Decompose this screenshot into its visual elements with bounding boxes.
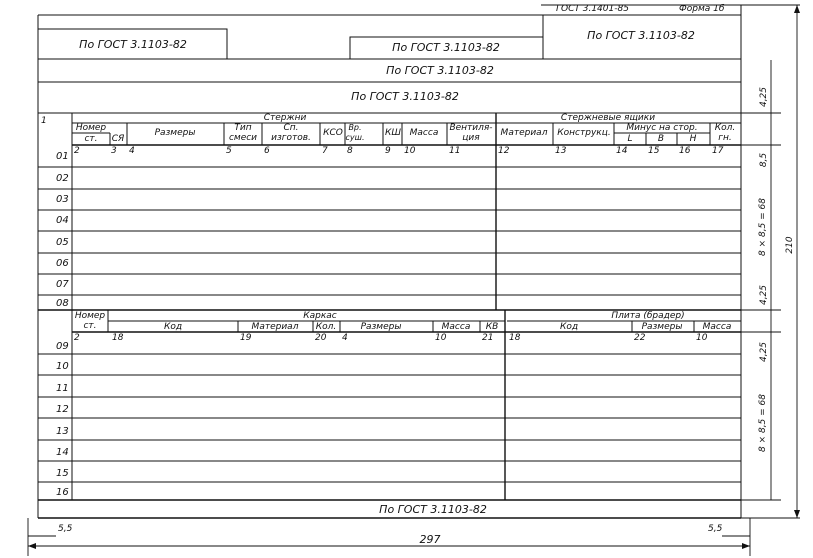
- col-razmery-2: Размеры: [360, 322, 402, 332]
- dim-8x8-5-bottom: 8 × 8,5 = 68: [758, 393, 768, 453]
- colnum: 18: [112, 333, 124, 343]
- dim-4-25-top: 4,25: [759, 86, 769, 108]
- section-frame: Каркас: [303, 311, 337, 321]
- col-kol: Кол.: [714, 123, 736, 133]
- row-number: 13: [56, 426, 69, 437]
- row-number: 15: [56, 468, 69, 479]
- colnum: 10: [435, 333, 447, 343]
- col-kso: КСО: [323, 128, 343, 138]
- row-number: 11: [56, 383, 69, 394]
- form-number: Форма 1б: [679, 4, 725, 14]
- col-st: ст.: [84, 134, 98, 144]
- colnum: 20: [315, 333, 327, 343]
- bottom-dimensions: [28, 518, 750, 556]
- row-number: 08: [56, 298, 69, 309]
- col-sush: суш.: [345, 133, 365, 142]
- colnum: 5: [226, 146, 232, 156]
- colnum: 7: [322, 146, 328, 156]
- colnum: 9: [385, 146, 391, 156]
- row-number: 07: [56, 279, 69, 290]
- col-konstrukc: Конструкц.: [557, 128, 611, 138]
- gost-reference: ГОСТ 3.1401-85: [556, 4, 629, 14]
- stamp-4: По ГОСТ 3.1103-82: [386, 64, 494, 77]
- colnum: 15: [648, 146, 660, 156]
- col-minus-b: B: [657, 134, 665, 144]
- col-massa-2: Масса: [441, 322, 471, 332]
- col-ventilyaciya-2: ция: [462, 133, 480, 143]
- stamp-6: По ГОСТ 3.1103-82: [379, 503, 487, 516]
- stamp-2: По ГОСТ 3.1103-82: [392, 41, 500, 54]
- row-number: 05: [56, 237, 69, 248]
- colnum: 12: [498, 146, 510, 156]
- colnum: 2: [74, 333, 80, 343]
- colnum: 8: [347, 146, 353, 156]
- colnum: 2: [74, 146, 80, 156]
- dim-8x8-5-top: 8 × 8,5 = 68: [758, 197, 768, 257]
- col-minus-h: H: [689, 134, 697, 144]
- col-razmery-plate: Размеры: [641, 322, 683, 332]
- dim-8-5: 8,5: [759, 152, 769, 168]
- col-material-2: Материал: [251, 322, 299, 332]
- col-ventilyaciya-1: Вентиля-: [449, 123, 493, 133]
- col-kol-2: Кол.: [315, 322, 337, 332]
- row-number: 10: [56, 361, 69, 372]
- col-kod-plate: Код: [559, 322, 579, 332]
- col-vr: Вр.: [348, 123, 362, 132]
- section-rods: Стержни: [263, 113, 307, 123]
- col-material: Материал: [500, 128, 548, 138]
- colnum: 22: [634, 333, 646, 343]
- col-ksh: КШ: [384, 128, 402, 138]
- col-gn: гн.: [718, 133, 732, 143]
- corner-number: 1: [41, 116, 47, 126]
- row-number: 01: [56, 151, 69, 162]
- col-smesi: смеси: [228, 133, 258, 143]
- col-minus-l: L: [627, 134, 633, 144]
- stamp-3: По ГОСТ 3.1103-82: [587, 29, 695, 42]
- colnum: 17: [712, 146, 724, 156]
- col-nomer: Номер: [75, 123, 107, 133]
- section-plate: Плита (брадер): [611, 311, 685, 321]
- col-st-2: ст.: [83, 321, 97, 331]
- col-razmery: Размеры: [154, 128, 196, 138]
- dim-5-5-left: 5,5: [58, 524, 73, 534]
- row-number: 16: [56, 487, 69, 498]
- col-massa-plate: Масса: [702, 322, 732, 332]
- colnum: 6: [264, 146, 270, 156]
- dim-297: 297: [419, 533, 441, 546]
- colnum: 21: [482, 333, 494, 343]
- colnum: 18: [509, 333, 521, 343]
- col-sya: СЯ: [111, 134, 125, 144]
- dim-210: 210: [785, 236, 795, 254]
- col-nomer-2: Номер: [74, 311, 106, 321]
- colnum: 11: [449, 146, 461, 156]
- row-number: 02: [56, 173, 69, 184]
- upper-row-lines: [38, 167, 741, 310]
- stamp-5: По ГОСТ 3.1103-82: [351, 90, 459, 103]
- colnum: 14: [616, 146, 628, 156]
- col-izgotov: изготов.: [271, 133, 311, 143]
- colnum: 3: [111, 146, 117, 156]
- colnum: 16: [679, 146, 691, 156]
- row-number: 06: [56, 258, 69, 269]
- row-number: 09: [56, 341, 69, 352]
- colnum: 19: [240, 333, 252, 343]
- row-number: 14: [56, 447, 69, 458]
- colnum: 13: [555, 146, 567, 156]
- row-number: 03: [56, 194, 69, 205]
- stamp-1: По ГОСТ 3.1103-82: [79, 38, 187, 51]
- col-kv: КВ: [485, 322, 499, 332]
- dim-5-5-right: 5,5: [708, 524, 723, 534]
- col-kod: Код: [163, 322, 183, 332]
- colnum: 4: [129, 146, 135, 156]
- col-tip: Тип: [234, 123, 252, 133]
- colnum: 10: [404, 146, 416, 156]
- colnum: 10: [696, 333, 708, 343]
- colnum: 4: [342, 333, 348, 343]
- section-core-boxes: Стержневые ящики: [560, 113, 656, 123]
- dim-4-25-mid: 4,25: [759, 284, 769, 306]
- col-sp: Сп.: [283, 123, 299, 133]
- row-number: 12: [56, 404, 69, 415]
- col-minus: Минус на стор.: [626, 123, 698, 133]
- lower-row-lines: [38, 354, 741, 500]
- col-massa: Масса: [409, 128, 439, 138]
- row-number: 04: [56, 215, 69, 226]
- dim-4-25-low: 4,25: [759, 341, 769, 363]
